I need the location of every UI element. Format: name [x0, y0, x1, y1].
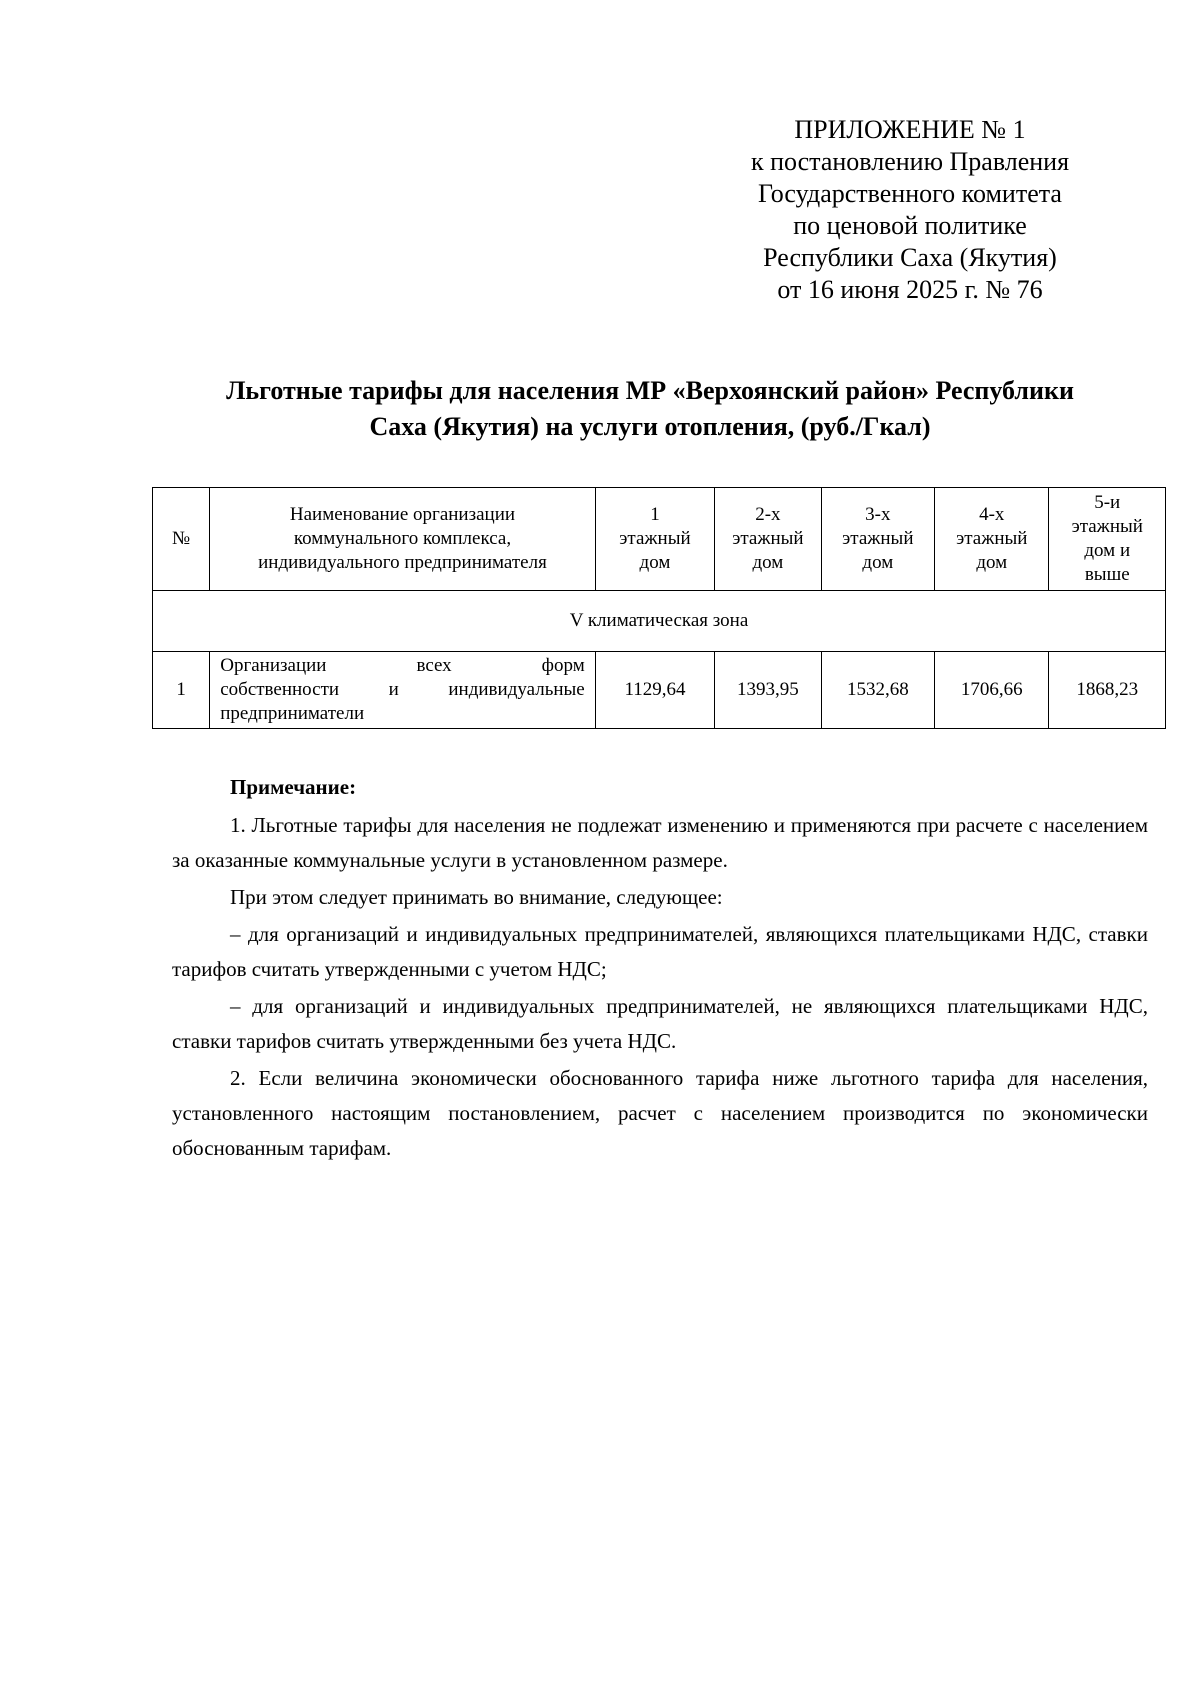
header-line: 3-х — [865, 504, 891, 525]
header-5-floor — [1049, 488, 1166, 591]
header-line: дом и — [1084, 540, 1131, 561]
climate-zone-cell: V климатическая зона — [153, 591, 1166, 652]
header-line: этажный — [732, 528, 804, 549]
header-2-floor — [715, 488, 821, 591]
appendix-line: Государственного комитета — [758, 179, 1062, 208]
header-line: дом — [862, 552, 894, 573]
org-word: Организации — [220, 655, 327, 676]
org-word: форм — [541, 655, 585, 676]
notes-section — [172, 770, 1148, 1168]
notes-label: Примечание: — [230, 775, 357, 799]
header-line: дом — [639, 552, 671, 573]
header-line: этажный — [956, 528, 1028, 549]
header-1-floor — [595, 488, 714, 591]
appendix-line: к постановлению Правления — [750, 147, 1070, 176]
header-name-line: Наименование организации — [289, 504, 516, 525]
tariff-table — [152, 487, 1166, 729]
title-line-2: Саха (Якутия) на услуги отопления, (руб./Гкал) — [369, 412, 931, 441]
appendix-line: от 16 июня 2025 г. № 76 — [777, 275, 1043, 304]
header-line: этажный — [619, 528, 691, 549]
appendix-header — [700, 114, 1120, 306]
tariff-3-floor: 1532,68 — [821, 652, 934, 729]
row-org-name — [210, 652, 596, 729]
header-line: 5-и — [1094, 492, 1121, 513]
header-num: № — [153, 488, 210, 591]
header-line: 4-х — [979, 504, 1005, 525]
appendix-line: по ценовой политике — [793, 211, 1027, 240]
table-header-row — [153, 488, 1166, 591]
header-line: 1 — [650, 504, 660, 525]
tariff-1-floor: 1129,64 — [595, 652, 714, 729]
tariff-5-floor: 1868,23 — [1049, 652, 1166, 729]
header-name-line: коммунального комплекса, — [293, 528, 512, 549]
table-row — [153, 652, 1166, 729]
header-name — [210, 488, 596, 591]
note-paragraph-2: При этом следует принимать во внимание, следующее: — [230, 885, 723, 909]
note-paragraph-4: – для организаций и индивидуальных предпринимателей, не являющихся плательщиками НДС, ставки тарифов считать утвержденными без учета НДС. — [172, 994, 1148, 1053]
appendix-line: ПРИЛОЖЕНИЕ № 1 — [794, 115, 1026, 144]
document-title — [150, 373, 1150, 445]
org-word: и — [388, 679, 399, 700]
tariff-4-floor: 1706,66 — [935, 652, 1049, 729]
org-word: собственности — [220, 679, 340, 700]
org-name-line — [220, 654, 585, 678]
header-line: 2-х — [755, 504, 781, 525]
row-num: 1 — [153, 652, 210, 729]
note-paragraph-1: 1. Льготные тарифы для населения не подлежат изменению и применяются при расчете с населением за оказанные коммунальные услуги в установленном размере. — [172, 813, 1148, 872]
org-name-line — [220, 678, 585, 702]
tariff-2-floor: 1393,95 — [715, 652, 821, 729]
appendix-line: Республики Саха (Якутия) — [763, 243, 1057, 272]
header-3-floor — [821, 488, 934, 591]
header-line: этажный — [1071, 516, 1143, 537]
note-paragraph-3: – для организаций и индивидуальных предпринимателей, являющихся плательщиками НДС, ставки тарифов считать утвержденными с учетом НДС; — [172, 922, 1148, 981]
climate-zone-row — [153, 591, 1166, 652]
header-4-floor — [935, 488, 1049, 591]
org-word: всех — [416, 655, 452, 676]
header-line: выше — [1084, 564, 1130, 585]
title-line-1: Льготные тарифы для населения МР «Верхоянский район» Республики — [226, 376, 1074, 405]
org-name-line: предприниматели — [220, 703, 365, 724]
org-word: индивидуальные — [448, 679, 585, 700]
header-name-line: индивидуального предпринимателя — [258, 552, 547, 573]
header-line: этажный — [842, 528, 914, 549]
header-line: дом — [752, 552, 784, 573]
note-paragraph-5: 2. Если величина экономически обоснованного тарифа ниже льготного тарифа для населения, установленного настоящим постановлением, расчет с населением производится по экономически обоснованным тарифам. — [172, 1066, 1148, 1160]
header-line: дом — [976, 552, 1008, 573]
